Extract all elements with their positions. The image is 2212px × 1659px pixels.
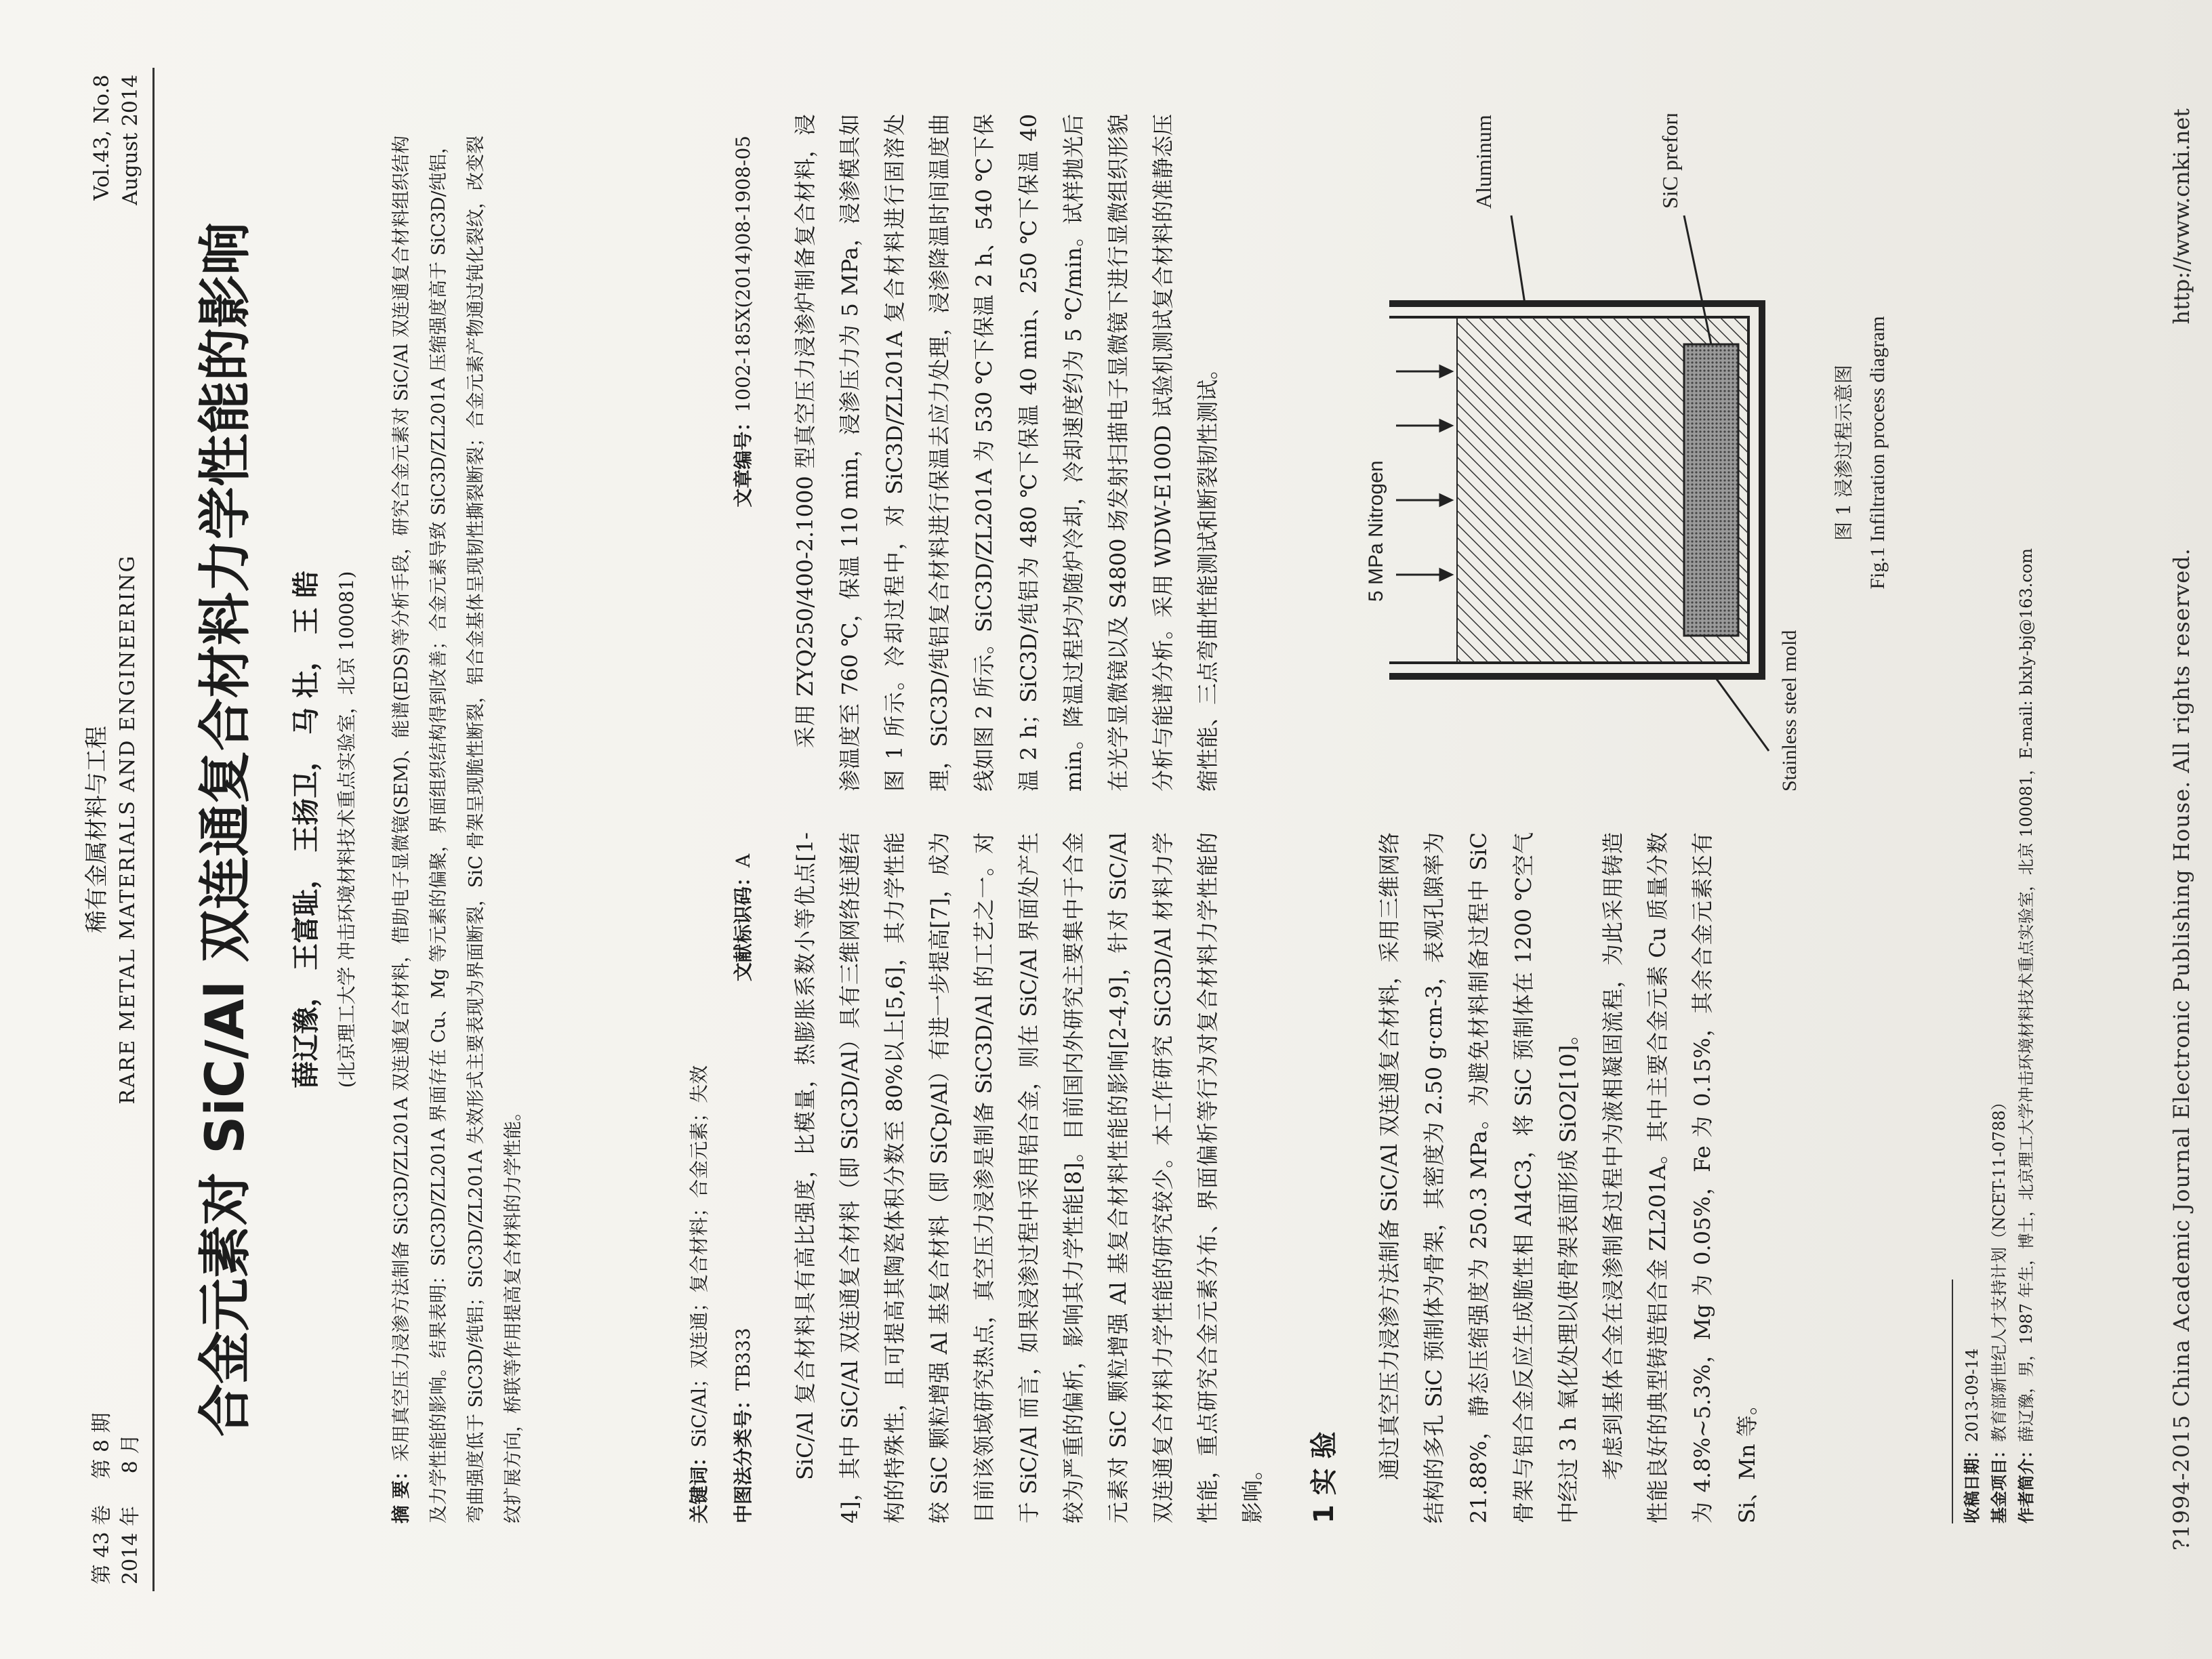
footnote-rule <box>1952 1279 1953 1523</box>
header-right <box>88 75 145 205</box>
infiltration-diagram <box>1308 114 1918 792</box>
classification-row <box>729 136 756 1523</box>
year-cn: 2014 年 <box>119 1506 142 1584</box>
section-heading-experiment: 1 实 验 <box>1309 1431 1340 1523</box>
author-info-text: 薛辽豫，男，1987 年生，博士，北京理工大学冲击环境材料技术重点实验室，北京 100081，E-mail: blxly-bj@163.com <box>2017 548 2036 1442</box>
sic-preform-block <box>1684 344 1738 636</box>
intro-paragraph: SiC/Al 复合材料具有高比强度，比模量，热膨胀系数小等优点[1-4]，其中 SiC/Al 双连通复合材料（即 SiC3D/Al）具有三维网络连通结构的特殊性，且可提高其陶瓷体积分数至 80%以上[5,6]，其力学性能较 SiC 颗粒增强 Al 基复合材料（即 SiCp/Al）有进一步提高[7]，成为目前该领域研究热点，真空压力浸渗是制备 SiC3D/Al 的工艺之一。对于 SiC/Al 而言，如果浸渗过程中采用铝合金，则在 SiC/Al 界面处产生较为严重的偏析，影响其力学性能[8]。目前国内外研究主要集中于合金元素对 SiC 颗粒增强 Al 基复合材料性能的影响[2-4,9]，针对 SiC/Al 双连通复合材料力学性能的研究较少。本工作研究 SiC3D/Al 材料力学性能，重点研究合金元素分布、界面偏析等行为对复合材料力学性能的影响。 <box>792 832 1265 1523</box>
received-date: 2013-09-14 <box>1963 1348 1982 1442</box>
mold-leader-line <box>1715 676 1769 751</box>
abstract <box>383 136 532 1523</box>
copyright-notice: ?1994-2015 China Academic Journal Electronic Publishing House. All rights reserved. <box>2169 548 2194 1551</box>
clc-label: 中图法分类号： <box>732 1390 754 1523</box>
header-rule <box>152 68 155 1591</box>
nitrogen-label: 5 MPa Nitrogen <box>1365 460 1387 602</box>
left-column <box>783 832 1769 1523</box>
figure-1 <box>1308 114 1918 792</box>
month-cn: 8 月 <box>119 1433 142 1474</box>
article-authors: 薛辽豫， 王富耻， 王扬卫， 马 壮， 王 皓 <box>290 571 322 1088</box>
article-affiliation: (北京理工大学 冲击环境材料技术重点实验室，北京 100081) <box>335 571 358 1088</box>
fund-label: 基金项目： <box>1989 1442 2009 1523</box>
date-en: August 2014 <box>119 75 142 205</box>
keywords-label: 关键词： <box>688 1447 710 1523</box>
aluminum-leader-line <box>1511 216 1525 304</box>
footnote <box>1959 548 2040 1523</box>
journal-name-en: RARE METAL MATERIALS AND ENGINEERING <box>116 554 140 1105</box>
volume-cn: 第 43 卷 <box>90 1504 114 1584</box>
article-title: 合金元素对 SiC/Al 双连通复合材料力学性能的影响 <box>195 222 256 1437</box>
process-paragraph: 采用 ZYQ250/400-2.1000 型真空压力浸渗炉制备复合材料，浸渗温度至 760 ℃，保温 110 min，浸渗压力为 5 MPa，浸渗模具如图 1 所示。冷却过程中，对 SiC3D/ZL201A 复合材料进行固溶处理，SiC3D/纯铝复合材料进行保温去应力处理，浸渗降温时间温度曲线如图 2 所示。SiC3D/ZL201A 为 530 ℃下保温 2 h、540 ℃下保温 2 h；SiC3D/纯铝为 480 ℃下保温 40 min、250 ℃下保温 40 min。降温过程均为随炉冷却，冷却速度约为 5 ℃/min。试样抛光后在光学显微镜以及 S4800 场发射扫描电子显微镜下进行显微组织形貌分析与能谱分析。采用 WDW-E100D 试验机测试复合材料的准静态压缩性能、三点弯曲性能测试和断裂韧性测试。 <box>792 114 1221 792</box>
fund-text: 教育部新世纪人才支持计划（NCET-11-0788） <box>1990 1094 2009 1442</box>
cnki-website: http://www.cnki.net <box>2169 108 2194 325</box>
keywords <box>684 1065 712 1523</box>
clc-value: TB333 <box>732 1328 754 1391</box>
experiment-paragraph-1: 通过真空压力浸渗方法制备 SiC/Al 双连通复合材料，采用三维网络结构的多孔 SiC 预制体为骨架，其密度为 2.50 g·cm-3，表观孔隙率为 21.88%，静态压缩强度为 250.3 MPa。为避免材料制备过程中 SiC 骨架与铝合金反应生成脆性相 Al4C3，将 SiC 预制体在 1200 ℃空气中经过 3 h 氧化处理以使骨架表面形成 SiO2[10]。 <box>1376 832 1581 1523</box>
nitrogen-arrows <box>1396 366 1452 580</box>
right-column <box>783 114 1230 792</box>
journal-header <box>81 0 144 1659</box>
aluminum-label: Aluminum alloy <box>1471 114 1496 209</box>
article-no-label: 文章编号： <box>732 412 754 508</box>
author-info-label: 作者简介： <box>2016 1442 2036 1523</box>
issue-cn: 第 8 期 <box>90 1412 114 1479</box>
sic-label: SiC preform <box>1658 114 1682 209</box>
abstract-label: 摘 要： <box>391 1462 412 1523</box>
figure-caption-cn: 图 1 浸渗过程示意图 <box>1832 365 1855 541</box>
article-no-value: 1002-185X(2014)08-1908-05 <box>732 136 754 413</box>
abstract-text: 采用真空压力浸渗方法制备 SiC3D/ZL201A 双连通复合材料，借助电子显微镜(SEM)、能谱(EDS)等分析手段，研究合金元素对 SiC/Al 双连通复合材料组织结构及力学性能的影响。结果表明：SiC3D/ZL201A 界面存在 Cu、Mg 等元素的偏聚，界面组织结构得到改善；合金元素导致 SiC3D/ZL201A 压缩强度高于 SiC3D/纯铝，弯曲强度低于 SiC3D/纯铝；SiC3D/ZL201A 失效形式主要表现为界面断裂，SiC 骨架呈现脆性断裂，铝合金基体呈现韧性撕裂断裂；合金元素产物通过钝化裂纹，改变裂纹扩展方向，桥联等作用提高复合材料的力学性能。 <box>391 135 524 1523</box>
journal-name-cn: 稀有金属材料与工程 <box>83 726 110 933</box>
received-label: 收稿日期： <box>1962 1442 1982 1523</box>
doc-code-value: A <box>732 853 754 868</box>
doc-code-label: 文献标识码： <box>732 867 754 982</box>
mold-label: Stainless steel mold <box>1778 630 1801 792</box>
figure-caption-en: Fig.1 Infiltration process diagram <box>1866 316 1889 590</box>
volume-en: Vol.43, No.8 <box>90 75 114 201</box>
experiment-paragraph-2: 考虑到基体合金在浸渗制备过程中为液相凝固流程，为此采用铸造性能良好的典型铸造铝合金 ZL201A。其中主要合金元素 Cu 质量分数为 4.8%~5.3%，Mg 为 0.05%，Fe 为 0.15%，其余合金元素还有 Si、Mn 等。 <box>1600 832 1760 1523</box>
keywords-text: SiC/Al；双连通；复合材料；合金元素；失效 <box>688 1065 710 1448</box>
